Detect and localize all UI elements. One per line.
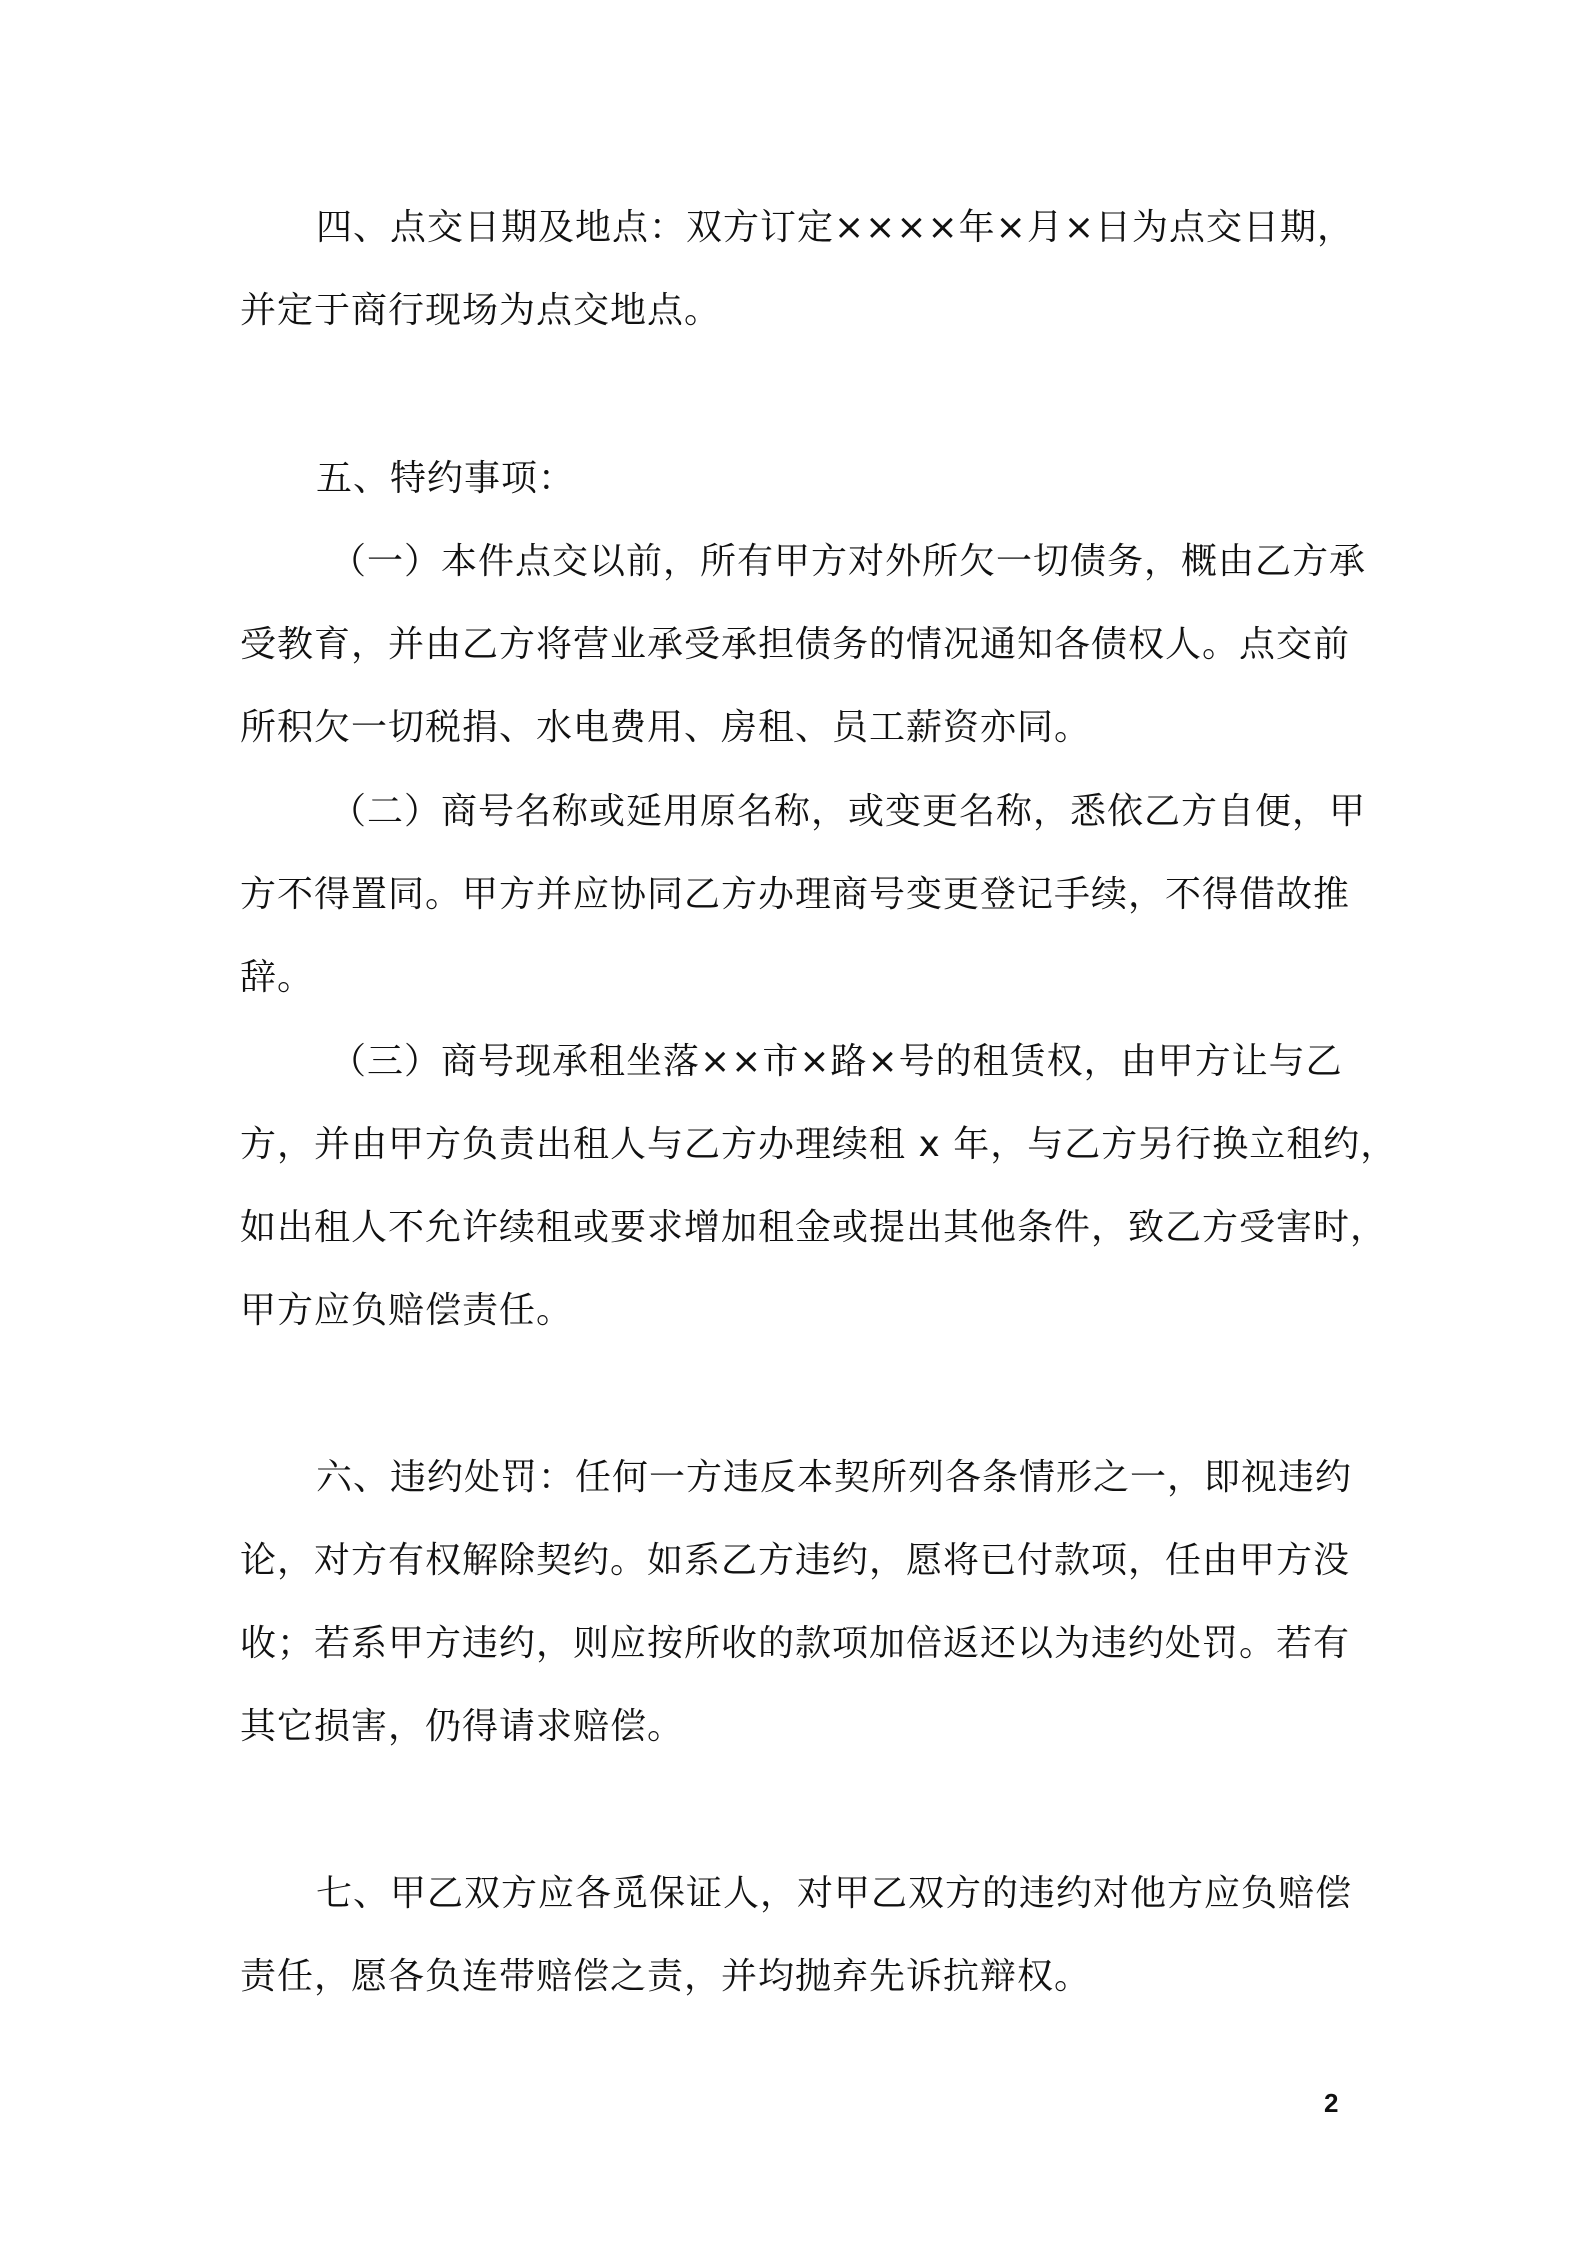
clause-4-line-1: 四、点交日期及地点：双方订定××××年×月×日为点交日期， [316,207,1354,248]
clause-7-line-2: 责任，愿各负连带赔偿之责，并均抛弃先诉抗辩权。 [240,1956,1092,1997]
clause-6-line-3: 收；若系甲方违约，则应按所收的款项加倍返还以为违约处罚。若有 [240,1623,1351,1664]
clause-6-line-2: 论，对方有权解除契约。如系乙方违约，愿将已付款项，任由甲方没 [240,1540,1351,1581]
clause-5-1-line-1: （一）本件点交以前，所有甲方对外所欠一切债务，概由乙方承 [330,541,1367,582]
clause-7-line-1: 七、甲乙双方应各觅保证人，对甲乙双方的违约对他方应负赔偿 [316,1873,1353,1914]
clause-5-1-line-3: 所积欠一切税捐、水电费用、房租、员工薪资亦同。 [240,707,1092,748]
clause-5-item-3 [240,1020,1398,1352]
clause-7 [240,1852,1370,2018]
clause-6-line-1: 六、违约处罚：任何一方违反本契所列各条情形之一，即视违约 [316,1457,1353,1498]
clause-5-2-line-3: 辞。 [240,957,315,998]
page-number: 2 [1324,2088,1339,2118]
clause-4 [240,186,1370,352]
clause-5-2-line-1: （二）商号名称或延用原名称，或变更名称，悉依乙方自便，甲 [330,791,1367,832]
clause-5-3-line-2: 方，并由甲方负责出租人与乙方办理续租 x 年，与乙方另行换立租约， [240,1124,1398,1165]
clause-5-item-1 [240,520,1370,769]
clause-5-heading [240,437,1370,520]
clause-6 [240,1436,1370,1768]
clause-4-line-2: 并定于商行现场为点交地点。 [240,290,722,331]
clause-5-2-line-2: 方不得置同。甲方并应协同乙方办理商号变更登记手续，不得借故推 [240,874,1351,915]
clause-6-line-4: 其它损害，仍得请求赔偿。 [240,1706,685,1747]
clause-5-3-line-4: 甲方应负赔偿责任。 [240,1290,574,1331]
clause-5-item-2 [240,770,1370,1019]
clause-5-1-line-2: 受教育，并由乙方将营业承受承担债务的情况通知各债权人。点交前 [240,624,1351,665]
clause-5-3-line-3: 如出租人不允许续租或要求增加租金或提出其他条件，致乙方受害时， [240,1207,1388,1248]
clause-5-3-line-1: （三）商号现承租坐落××市×路×号的租赁权，由甲方让与乙 [330,1041,1343,1082]
clause-5-line-1: 五、特约事项： [316,458,576,499]
